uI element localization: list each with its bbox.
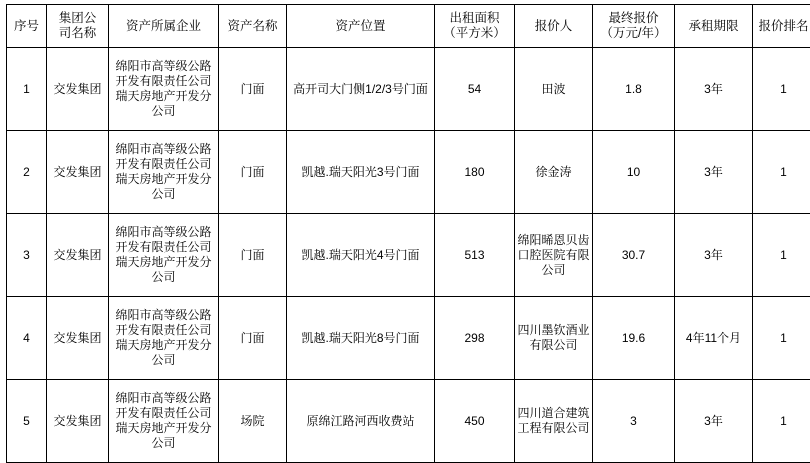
cell-bidder: 田波: [515, 48, 593, 131]
cell-final-price: 3: [593, 380, 675, 463]
table-row: [7, 380, 810, 463]
cell-enterprise: 绵阳市高等级公路开发有限责任公司瑞天房地产开发分公司: [109, 131, 219, 214]
cell-asset-name: 门面: [219, 131, 287, 214]
cell-location: 凯越.瑞天阳光8号门面: [287, 297, 435, 380]
header-line-1: 最终报价: [595, 11, 672, 26]
cell-bidder: 绵阳晞恩贝齿口腔医院有限公司: [515, 214, 593, 297]
header-line-2: 司名称: [49, 26, 106, 41]
table-row: [7, 131, 810, 214]
table-row: [7, 214, 810, 297]
cell-location: 高开司大门侧1/2/3号门面: [287, 48, 435, 131]
cell-lease-term: 3年: [675, 214, 753, 297]
cell-location: 凯越.瑞天阳光4号门面: [287, 214, 435, 297]
header-line-1: 资产名称: [221, 19, 284, 34]
cell-lease-term: 4年11个月: [675, 297, 753, 380]
cell-bidder: 四川墨钦酒业有限公司: [515, 297, 593, 380]
header-cell-enterprise: [109, 5, 219, 48]
header-line-1: 承租期限: [677, 19, 750, 34]
cell-index: 3: [7, 214, 47, 297]
table-row: [7, 297, 810, 380]
cell-rank: 1: [753, 380, 810, 463]
header-line-1: 序号: [9, 19, 44, 34]
cell-location: 原绵江路河西收费站: [287, 380, 435, 463]
cell-group: 交发集团: [47, 48, 109, 131]
cell-lease-term: 3年: [675, 380, 753, 463]
cell-group: 交发集团: [47, 131, 109, 214]
cell-enterprise: 绵阳市高等级公路开发有限责任公司瑞天房地产开发分公司: [109, 297, 219, 380]
cell-final-price: 19.6: [593, 297, 675, 380]
header-cell-asset-name: [219, 5, 287, 48]
cell-area: 513: [435, 214, 515, 297]
header-cell-area: [435, 5, 515, 48]
cell-location: 凯越.瑞天阳光3号门面: [287, 131, 435, 214]
cell-asset-name: 门面: [219, 48, 287, 131]
table-body: [7, 48, 810, 463]
cell-group: 交发集团: [47, 297, 109, 380]
cell-rank: 1: [753, 131, 810, 214]
cell-group: 交发集团: [47, 214, 109, 297]
cell-asset-name: 场院: [219, 380, 287, 463]
header-cell-group: [47, 5, 109, 48]
cell-enterprise: 绵阳市高等级公路开发有限责任公司瑞天房地产开发分公司: [109, 380, 219, 463]
header-line-1: 资产位置: [289, 19, 432, 34]
cell-final-price: 10: [593, 131, 675, 214]
header-cell-lease-term: [675, 5, 753, 48]
header-cell-bidder: [515, 5, 593, 48]
cell-index: 4: [7, 297, 47, 380]
cell-index: 1: [7, 48, 47, 131]
header-line-1: 资产所属企业: [111, 19, 216, 34]
header-cell-rank: [753, 5, 810, 48]
cell-area: 180: [435, 131, 515, 214]
header-row: [7, 5, 810, 48]
header-line-1: 集团公: [49, 11, 106, 26]
cell-bidder: 四川道合建筑工程有限公司: [515, 380, 593, 463]
header-line-2: （万元/年）: [595, 26, 672, 41]
cell-index: 5: [7, 380, 47, 463]
header-cell-index: [7, 5, 47, 48]
cell-final-price: 1.8: [593, 48, 675, 131]
cell-rank: 1: [753, 48, 810, 131]
cell-rank: 1: [753, 214, 810, 297]
cell-lease-term: 3年: [675, 131, 753, 214]
header-line-1: 报价人: [517, 19, 590, 34]
cell-asset-name: 门面: [219, 297, 287, 380]
cell-asset-name: 门面: [219, 214, 287, 297]
cell-area: 298: [435, 297, 515, 380]
cell-area: 54: [435, 48, 515, 131]
cell-index: 2: [7, 131, 47, 214]
cell-final-price: 30.7: [593, 214, 675, 297]
cell-enterprise: 绵阳市高等级公路开发有限责任公司瑞天房地产开发分公司: [109, 214, 219, 297]
cell-enterprise: 绵阳市高等级公路开发有限责任公司瑞天房地产开发分公司: [109, 48, 219, 131]
header-cell-location: [287, 5, 435, 48]
cell-area: 450: [435, 380, 515, 463]
table-header: [7, 5, 810, 48]
cell-group: 交发集团: [47, 380, 109, 463]
cell-bidder: 徐金涛: [515, 131, 593, 214]
table-row: [7, 48, 810, 131]
cell-rank: 1: [753, 297, 810, 380]
header-line-1: 报价排名: [755, 19, 810, 34]
header-line-1: 出租面积: [437, 11, 512, 26]
asset-lease-table: [6, 4, 810, 463]
cell-lease-term: 3年: [675, 48, 753, 131]
header-cell-final-price: [593, 5, 675, 48]
header-line-2: （平方米）: [437, 26, 512, 41]
